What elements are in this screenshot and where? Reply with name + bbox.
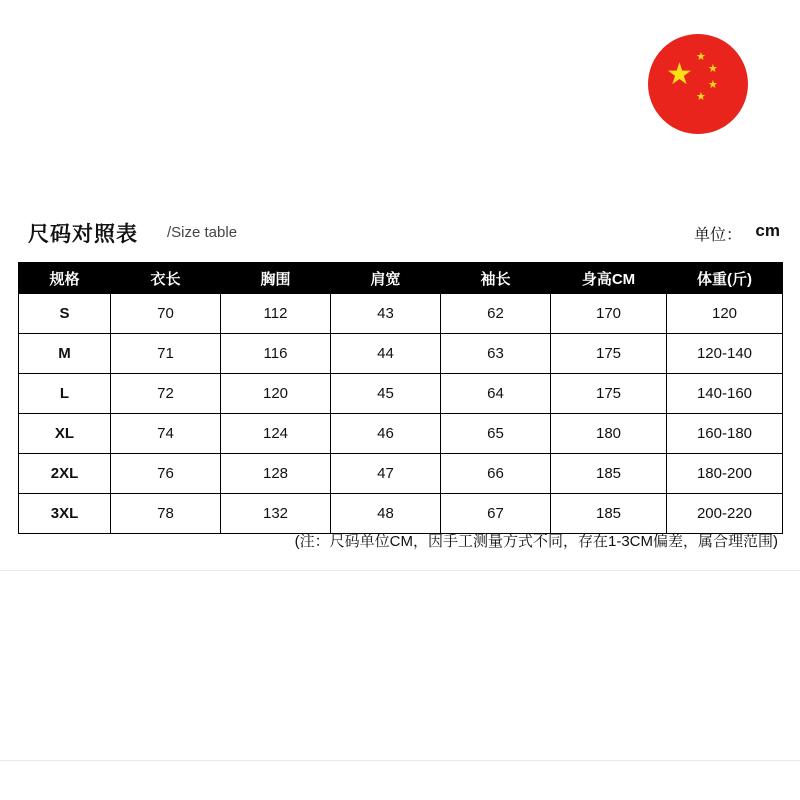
cell-weight: 180-200: [667, 454, 783, 494]
cell-bust: 124: [221, 414, 331, 454]
column-header-height: 身高CM: [551, 263, 667, 294]
table-row: [19, 494, 783, 534]
cell-weight: 140-160: [667, 374, 783, 414]
chart-header: [0, 218, 800, 252]
cell-weight: 200-220: [667, 494, 783, 534]
cell-sleeve: 63: [441, 334, 551, 374]
unit-value: cm: [755, 221, 780, 240]
measurement-note: (注：尺码单位CM，因手工测量方式不同，存在1-3CM偏差，属合理范围): [294, 533, 778, 550]
table-row: [19, 294, 783, 334]
cell-height: 170: [551, 294, 667, 334]
column-header-spec: 规格: [19, 263, 111, 294]
cell-weight: 120: [667, 294, 783, 334]
cell-spec: XL: [19, 414, 111, 454]
cell-spec: L: [19, 374, 111, 414]
cell-shoulder: 47: [331, 454, 441, 494]
cell-shoulder: 46: [331, 414, 441, 454]
cell-bust: 116: [221, 334, 331, 374]
cell-length: 74: [111, 414, 221, 454]
cell-height: 175: [551, 374, 667, 414]
column-header-sleeve: 袖长: [441, 263, 551, 294]
cell-bust: 128: [221, 454, 331, 494]
flag-small-star-3-icon: ★: [708, 79, 718, 91]
cell-shoulder: 48: [331, 494, 441, 534]
table-row: [19, 374, 783, 414]
size-table: [18, 262, 783, 534]
cell-height: 185: [551, 454, 667, 494]
cell-shoulder: 43: [331, 294, 441, 334]
page-title: 尺码对照表: [28, 223, 138, 246]
column-header-weight: 体重(斤): [667, 263, 783, 294]
cell-shoulder: 45: [331, 374, 441, 414]
cell-length: 71: [111, 334, 221, 374]
flag-big-star-icon: ★: [666, 58, 693, 91]
cell-spec: 3XL: [19, 494, 111, 534]
column-header-length: 衣长: [111, 263, 221, 294]
cell-weight: 120-140: [667, 334, 783, 374]
cell-sleeve: 62: [441, 294, 551, 334]
cell-spec: M: [19, 334, 111, 374]
column-header-bust: 胸围: [221, 263, 331, 294]
cell-shoulder: 44: [331, 334, 441, 374]
cell-length: 70: [111, 294, 221, 334]
cell-bust: 112: [221, 294, 331, 334]
table-row: [19, 454, 783, 494]
cell-spec: S: [19, 294, 111, 334]
cell-sleeve: 64: [441, 374, 551, 414]
cell-bust: 120: [221, 374, 331, 414]
cell-spec: 2XL: [19, 454, 111, 494]
cell-sleeve: 67: [441, 494, 551, 534]
cell-height: 180: [551, 414, 667, 454]
cell-length: 76: [111, 454, 221, 494]
cell-height: 185: [551, 494, 667, 534]
section-divider-top: [0, 570, 800, 571]
china-flag-badge: [648, 34, 748, 134]
unit-label: 单位：: [693, 227, 742, 244]
cell-height: 175: [551, 334, 667, 374]
cell-length: 72: [111, 374, 221, 414]
table-row: [19, 334, 783, 374]
flag-small-star-2-icon: ★: [708, 63, 718, 75]
page-subtitle: /Size table: [167, 224, 238, 241]
cell-bust: 132: [221, 494, 331, 534]
flag-small-star-4-icon: ★: [696, 91, 706, 103]
flag-small-star-1-icon: ★: [696, 51, 706, 63]
cell-weight: 160-180: [667, 414, 783, 454]
table-row: [19, 414, 783, 454]
cell-sleeve: 65: [441, 414, 551, 454]
column-header-shoulder: 肩宽: [331, 263, 441, 294]
section-divider-bottom: [0, 760, 800, 761]
cell-sleeve: 66: [441, 454, 551, 494]
cell-length: 78: [111, 494, 221, 534]
table-header-row: [19, 263, 783, 294]
